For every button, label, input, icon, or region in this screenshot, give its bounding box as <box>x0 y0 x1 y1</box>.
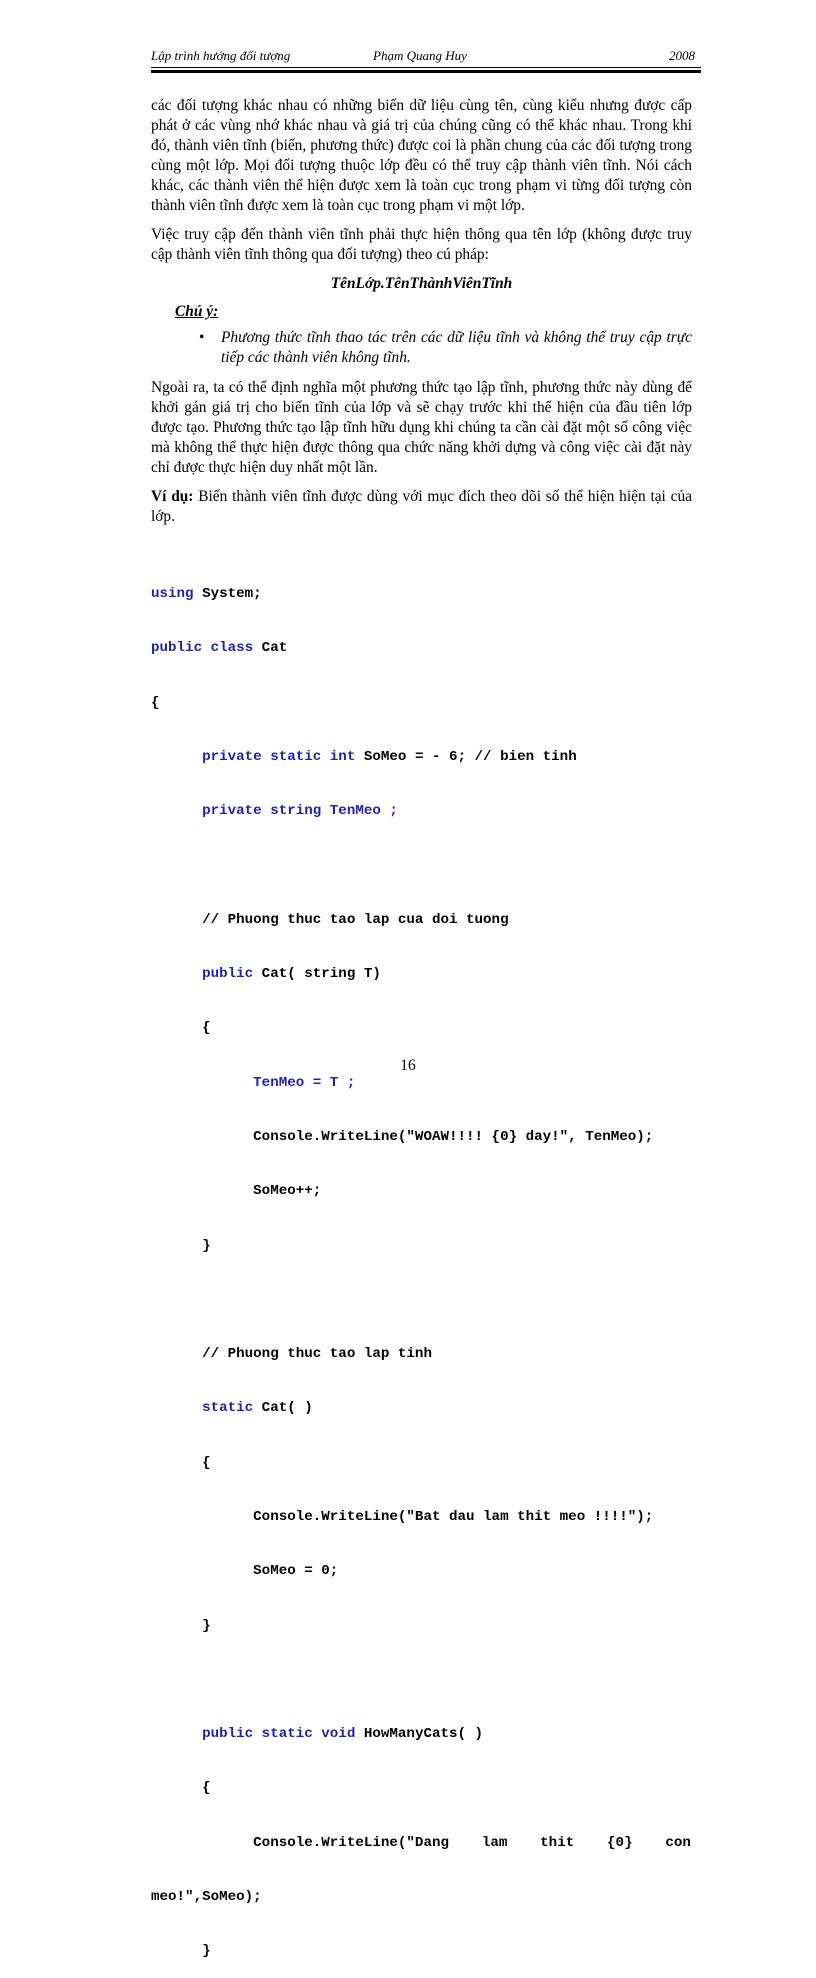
code-line: { <box>151 1020 211 1037</box>
header-book-title: Lập trình hướng đối tượng <box>151 48 291 63</box>
body-text <box>151 96 692 536</box>
header-rule-thick <box>151 70 701 73</box>
paragraph-3: Ngoài ra, ta có thể định nghĩa một phương thức tạo lập tĩnh, phương thức này dùng để khởi gán giá trị cho biến tĩnh của lớp và sẽ chạy trước khi thể hiện của đầu tiên lớp được tạo. Phương thức tạo lập tĩnh hữu dụng khi chúng ta cần cài đặt một số công việc mà không thể thực hiện được thông qua chức năng khởi dựng và công việc cài đặt này chỉ được thực hiện duy nhất một lần. <box>151 379 692 476</box>
code-line: public class Cat <box>151 640 288 657</box>
code-line: { <box>151 694 160 711</box>
page-header <box>151 48 695 66</box>
note-heading: Chú ý: <box>175 303 219 320</box>
code-line: private string TenMeo ; <box>151 803 398 820</box>
code-line <box>151 1671 696 1689</box>
syntax-formula: TênLớp.TênThànhViênTĩnh <box>330 275 513 292</box>
code-line: // Phuong thuc tao lap tinh <box>151 1346 432 1363</box>
code-line <box>151 857 696 875</box>
code-line: SoMeo = 0; <box>151 1563 339 1580</box>
code-line <box>151 1291 696 1309</box>
code-line: meo!",SoMeo); <box>151 1888 262 1905</box>
header-year: 2008 <box>669 48 695 63</box>
header-author: Phạm Quang Huy <box>373 48 467 63</box>
example-paragraph <box>151 487 692 527</box>
code-line: } <box>151 1617 211 1634</box>
paragraph-2: Việc truy cập đến thành viên tĩnh phải thực hiện thông qua tên lớp (không được truy cập thành viên tĩnh thông qua đối tượng) theo cú pháp: <box>151 226 692 263</box>
page-number: 16 <box>400 1057 416 1074</box>
code-line: TenMeo = T ; <box>151 1074 356 1091</box>
code-line: // Phuong thuc tao lap cua doi tuong <box>151 911 509 928</box>
code-line: static Cat( ) <box>151 1400 313 1417</box>
code-line: private static int SoMeo = - 6; // bien tinh <box>151 749 577 766</box>
example-text: Biến thành viên tĩnh được dùng với mục đích theo dõi số thể hiện hiện tại của lớp. <box>151 488 692 525</box>
code-line: public static void HowManyCats( ) <box>151 1726 484 1743</box>
example-label: Ví dụ: <box>151 488 194 505</box>
code-line: } <box>151 1943 211 1960</box>
header-rule-thin <box>151 67 701 68</box>
code-line: SoMeo++; <box>151 1183 322 1200</box>
code-line: { <box>151 1780 211 1797</box>
code-line: using System; <box>151 586 262 603</box>
bullet-icon: • <box>199 329 205 346</box>
paragraph-1: các đối tượng khác nhau có những biến dữ liệu cùng tên, cùng kiểu nhưng được cấp phát ở các vùng nhớ khác nhau và giá trị của chúng cũng có thể khác nhau. Trong khi đó, thành viên tĩnh (biến, phương thức) được coi là phần chung của các đối tượng trong cùng một lớp. Mọi đối tượng thuộc lớp đều có thể truy cập thành viên tĩnh. Nói cách khác, các thành viên thể hiện được xem là toàn cục trong phạm vi từng đối tượng còn thành viên tĩnh được xem là toàn cục trong phạm vi một lớp. <box>151 97 692 214</box>
code-line: { <box>151 1454 211 1471</box>
code-line: Console.WriteLine("WOAW!!!! {0} day!", TenMeo); <box>151 1129 654 1145</box>
code-line: Console.WriteLine("Bat dau lam thit meo !!!!"); <box>151 1508 654 1525</box>
code-listing <box>151 549 696 1978</box>
code-line: public Cat( string T) <box>151 966 381 983</box>
bullet-text: Phương thức tĩnh thao tác trên các dữ liệu tĩnh và không thể truy cập trực tiếp các thành viên không tĩnh. <box>221 329 692 366</box>
code-line-justified: Console.WriteLine("Dang lam thit {0} con <box>151 1834 691 1851</box>
note-bullet <box>199 328 692 368</box>
code-line: } <box>151 1237 211 1254</box>
